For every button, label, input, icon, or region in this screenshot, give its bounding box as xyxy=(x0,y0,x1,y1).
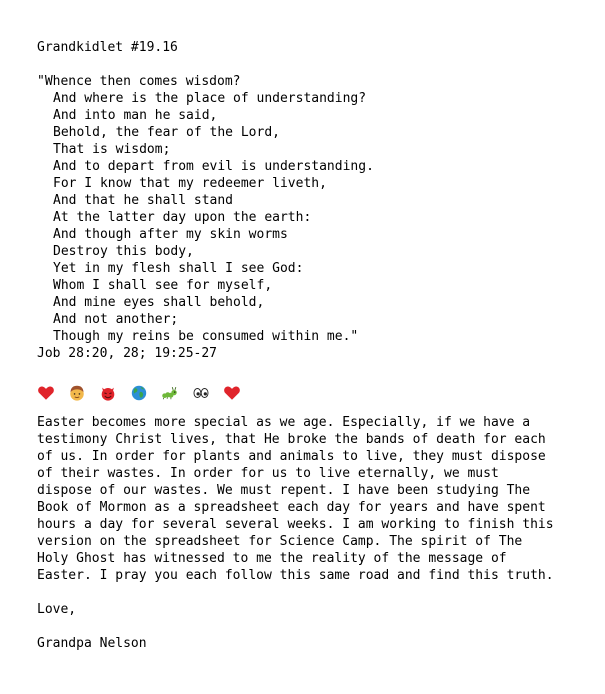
scripture-line: And not another; xyxy=(53,312,179,327)
scripture-line: At the latter day upon the earth: xyxy=(53,210,312,225)
scripture-line: Though my reins be consumed within me." xyxy=(53,329,359,344)
scripture-block xyxy=(37,73,597,362)
globe-icon xyxy=(130,384,148,402)
paragraph-line: Holy Ghost has witnessed to me the reality of the message of xyxy=(37,551,507,566)
document-title: Grandkidlet #19.16 xyxy=(37,40,178,55)
caterpillar-icon xyxy=(161,384,179,402)
red-heart-icon xyxy=(223,384,241,402)
paragraph-line: Book of Mormon as a spreadsheet each day for years and have spent xyxy=(37,500,546,515)
red-heart-icon xyxy=(37,384,55,402)
scripture-line: And mine eyes shall behold, xyxy=(53,295,265,310)
spacer xyxy=(37,618,597,635)
scripture-reference: Job 28:20, 28; 19:25-27 xyxy=(37,346,218,361)
emoji-row xyxy=(37,381,597,405)
paragraph-line: of their wastes. In order for us to live eternally, we must xyxy=(37,466,499,481)
scripture-line: That is wisdom; xyxy=(53,142,171,157)
spacer xyxy=(37,56,597,73)
spacer xyxy=(37,584,597,601)
scripture-line: "Whence then comes wisdom? xyxy=(37,74,241,89)
scripture-line: For I know that my redeemer liveth, xyxy=(53,176,327,191)
paragraph-line: testimony Christ lives, that He broke the bands of death for each xyxy=(37,432,546,447)
scripture-line: Whom I shall see for myself, xyxy=(53,278,273,293)
document xyxy=(37,39,597,652)
eyes-icon xyxy=(192,384,210,402)
paragraph-line: hours a day for several several weeks. I am working to finish this xyxy=(37,517,554,532)
scripture-line: And though after my skin worms xyxy=(53,227,288,242)
closing: Love, xyxy=(37,602,77,617)
paragraph-line: version on the spreadsheet for Science Camp. The spirit of The xyxy=(37,534,523,549)
scripture-line: And that he shall stand xyxy=(53,193,234,208)
paragraph-line: of us. In order for plants and animals to live, they must dispose xyxy=(37,449,546,464)
scripture-line: Destroy this body, xyxy=(53,244,194,259)
paragraph-line: Easter becomes more special as we age. Especially, if we have a xyxy=(37,415,531,430)
message-paragraph xyxy=(37,414,597,584)
paragraph-line: dispose of our wastes. We must repent. I have been studying The xyxy=(37,483,531,498)
scripture-line: Behold, the fear of the Lord, xyxy=(53,125,280,140)
signature: Grandpa Nelson xyxy=(37,636,147,651)
smiling-devil-icon xyxy=(99,384,117,402)
paragraph-line: Easter. I pray you each follow this same road and find this truth. xyxy=(37,568,554,583)
scripture-line: And into man he said, xyxy=(53,108,218,123)
scripture-line: Yet in my flesh shall I see God: xyxy=(53,261,304,276)
scripture-line: And to depart from evil is understanding. xyxy=(53,159,374,174)
man-face-icon xyxy=(68,384,86,402)
spacer xyxy=(37,362,597,379)
scripture-line: And where is the place of understanding? xyxy=(53,91,367,106)
